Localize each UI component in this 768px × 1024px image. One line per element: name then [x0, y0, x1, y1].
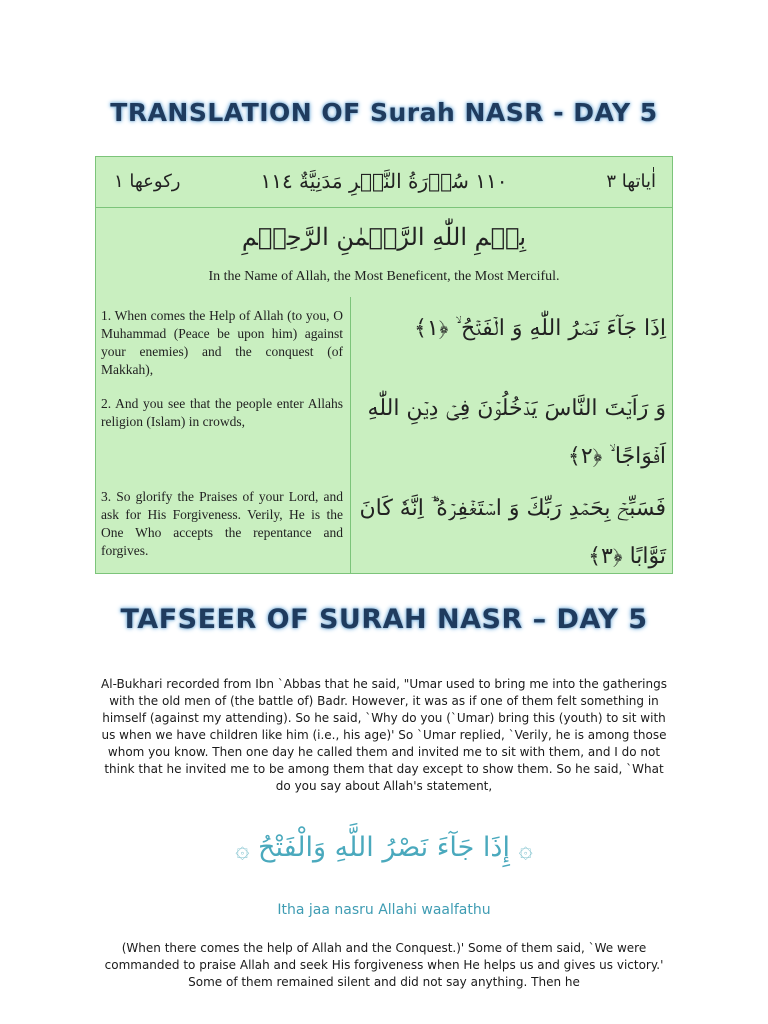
surah-name: ١١٠ سُوۡرَةُ النَّصۡرِ مَدَنِيَّةٌ ١١٤ [260, 169, 508, 193]
verse-3-arabic: فَسَبِّحۡ بِحَمۡدِ رَبِّكَ وَ اسۡتَغۡفِرۡهُ ؔ‌ؕ اِنَّهٗ كَانَ تَوَّابًا ﴿۳﴾ [359, 496, 666, 569]
column-divider [350, 297, 351, 574]
verse-2-arabic: وَ رَاَيۡتَ النَّاسَ يَدۡخُلُوۡنَ فِىۡ دِيۡنِ اللّٰهِ اَفۡوَاجًا ۙ‏ ﴿۲﴾ [367, 396, 666, 469]
verse-1-arabic: اِذَا جَآءَ نَصۡرُ اللّٰهِ وَ الۡفَتۡحُ ۙ‏ ﴿۱﴾ [413, 316, 666, 341]
transliteration: Itha jaa nasru Allahi waalfathu [277, 902, 491, 918]
verse-2-translation: 2. And you see that the people enter Allahs religion (Islam) in crowds, [101, 396, 343, 429]
tafseer-heading: TAFSEER OF SURAH NASR – DAY 5 [120, 604, 648, 635]
bismillah-translation: In the Name of Allah, the Most Beneficent, the Most Merciful. [208, 269, 560, 284]
tafseer-paragraph-1: Al-Bukhari recorded from Ibn `Abbas that he said, "Umar used to bring me into the gatherings with the old men of (the battle of) Badr. However, it was as if one of them felt something in himself (against my attending). So he said, `Why do you (`Umar) bring this (youth) to sit with us when we have children like him (i.e., his age)' So `Umar replied, `Verily, he is among those whom you know. Then one day he called them and invited me to sit with them, and I do not think that he invited me to be among them that day except to show them. So he said, `What do you say about Allah's statement, [101, 677, 667, 793]
rukus-count: ركوعها ١ [114, 171, 181, 192]
verse-calligraphy [0, 832, 768, 863]
bismillah-arabic: بِسۡمِ اللّٰهِ الرَّحۡمٰنِ الرَّحِيۡمِ [241, 223, 527, 251]
calligraphy-text: إِذَا جَآءَ نَصْرُ اللَّهِ وَالْفَتْحُ [258, 832, 510, 863]
ayat-count: اٰياتها ٣ [606, 171, 656, 192]
ornament-left-icon: ۞ [235, 834, 250, 863]
tafseer-paragraph-2: (When there comes the help of Allah and the Conquest.)' Some of them said, `We were commanded to praise Allah and seek His forgiveness when He helps us and gives us victory.' Some of them remained silent and did not say anything. Then he [104, 941, 664, 989]
translation-heading: TRANSLATION OF Surah NASR - DAY 5 [110, 98, 658, 127]
surah-table [95, 156, 673, 574]
verse-1-translation: 1. When comes the Help of Allah (to you, O Muhammad (Peace be upon him) against your enemies) and the conquest (of Makkah), [101, 308, 343, 377]
verse-3-translation: 3. So glorify the Praises of your Lord, and ask for His Forgiveness. Verily, He is the One Who accepts the repentance and forgives. [101, 489, 343, 558]
ornament-right-icon: ۞ [518, 834, 533, 863]
surah-header-row [96, 157, 672, 208]
